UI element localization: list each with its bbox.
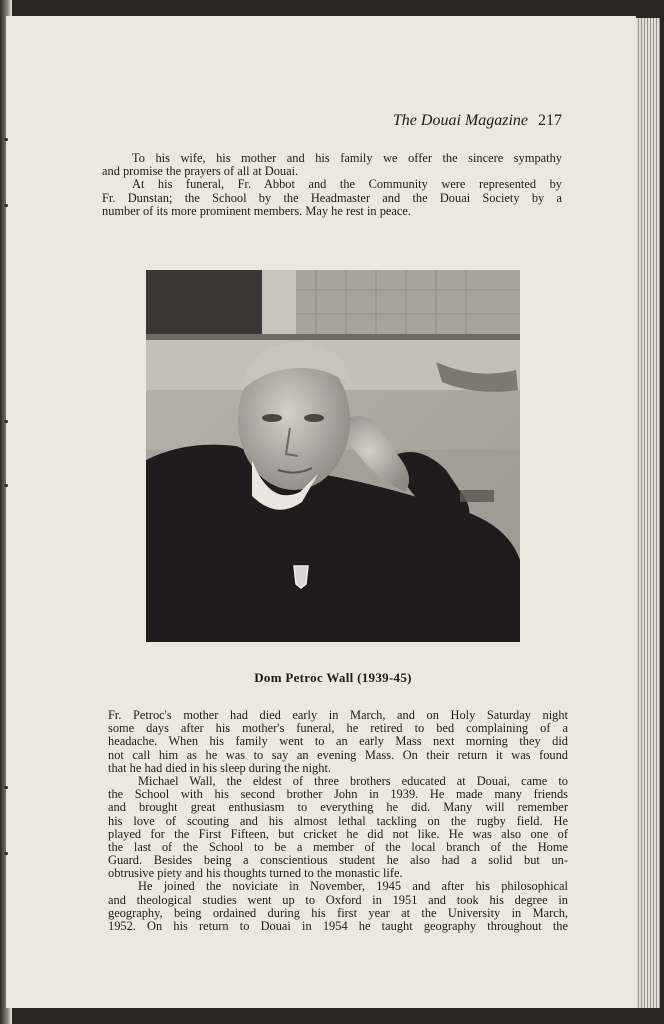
binding-hole [4, 852, 8, 855]
text-line: Fr. Petroc's mother had died early in March, and on Holy Saturday night [108, 709, 568, 722]
binding-hole [4, 484, 8, 487]
text-line: number of its more prominent members. May he rest in peace. [102, 204, 411, 218]
text-line: Guard. Besides being a conscientious student he also had a solid but un- [108, 854, 568, 868]
page-number: 217 [538, 112, 562, 129]
text-line: Fr. Dunstan; the School by the Headmaster and the Douai Society by a [102, 191, 562, 205]
text-line: that he had died in his sleep during the night. [108, 761, 331, 775]
text-line: and theological studies went up to Oxford in 1951 and took his degree in [108, 893, 568, 907]
text-line: the School with his second brother John in 1939. He made many friends [108, 788, 568, 802]
text-line: geography, being ordained during his first year at the University in March, [108, 906, 568, 920]
text-line: At his funeral, Fr. Abbot and the Community were represented by [132, 178, 562, 192]
running-header [372, 112, 562, 134]
text-line: the last of the School to be a member of the local branch of the Home [108, 840, 568, 854]
binding-hole [4, 786, 8, 789]
text-line: played for the First Fifteen, but cricket he did not like. He was also one of [108, 827, 568, 841]
page-edges [636, 18, 660, 1008]
text-line: He joined the noviciate in November, 1945 and after his philosophical [138, 880, 568, 894]
portrait-illustration [146, 270, 520, 642]
text-line: and brought great enthusiasm to everything he did. Many will remember [108, 801, 568, 815]
binding-hole [4, 138, 8, 141]
bottom-text-block [108, 709, 568, 933]
text-line: some days after his mother's funeral, he retired to bed complaining of a [108, 722, 568, 736]
text-line: and promise the prayers of all at Douai. [102, 165, 299, 179]
text-line: headache. When his family went to an early Mass next morning they did [108, 735, 568, 749]
text-line: obtrusive piety and his thoughts turned to the monastic life. [108, 867, 403, 881]
text-line: Michael Wall, the eldest of three brothers educated at Douai, came to [138, 774, 568, 788]
magazine-title: The Douai Magazine [392, 112, 528, 129]
text-line: 1952. On his return to Douai in 1954 he taught geography throughout the [108, 920, 568, 933]
portrait-photo [146, 270, 520, 642]
photo-caption: Dom Petroc Wall (1939-45) [254, 670, 412, 685]
text-line: To his wife, his mother and his family we offer the sincere sympathy [132, 152, 562, 165]
text-line: not call him as he was to say an evening Mass. On their return it was found [108, 748, 568, 762]
text-line: his love of scouting and his almost lethal tackling on the rugby field. He [108, 814, 568, 828]
top-text-block [102, 152, 562, 218]
binding-hole [4, 204, 8, 207]
binding-hole [4, 420, 8, 423]
